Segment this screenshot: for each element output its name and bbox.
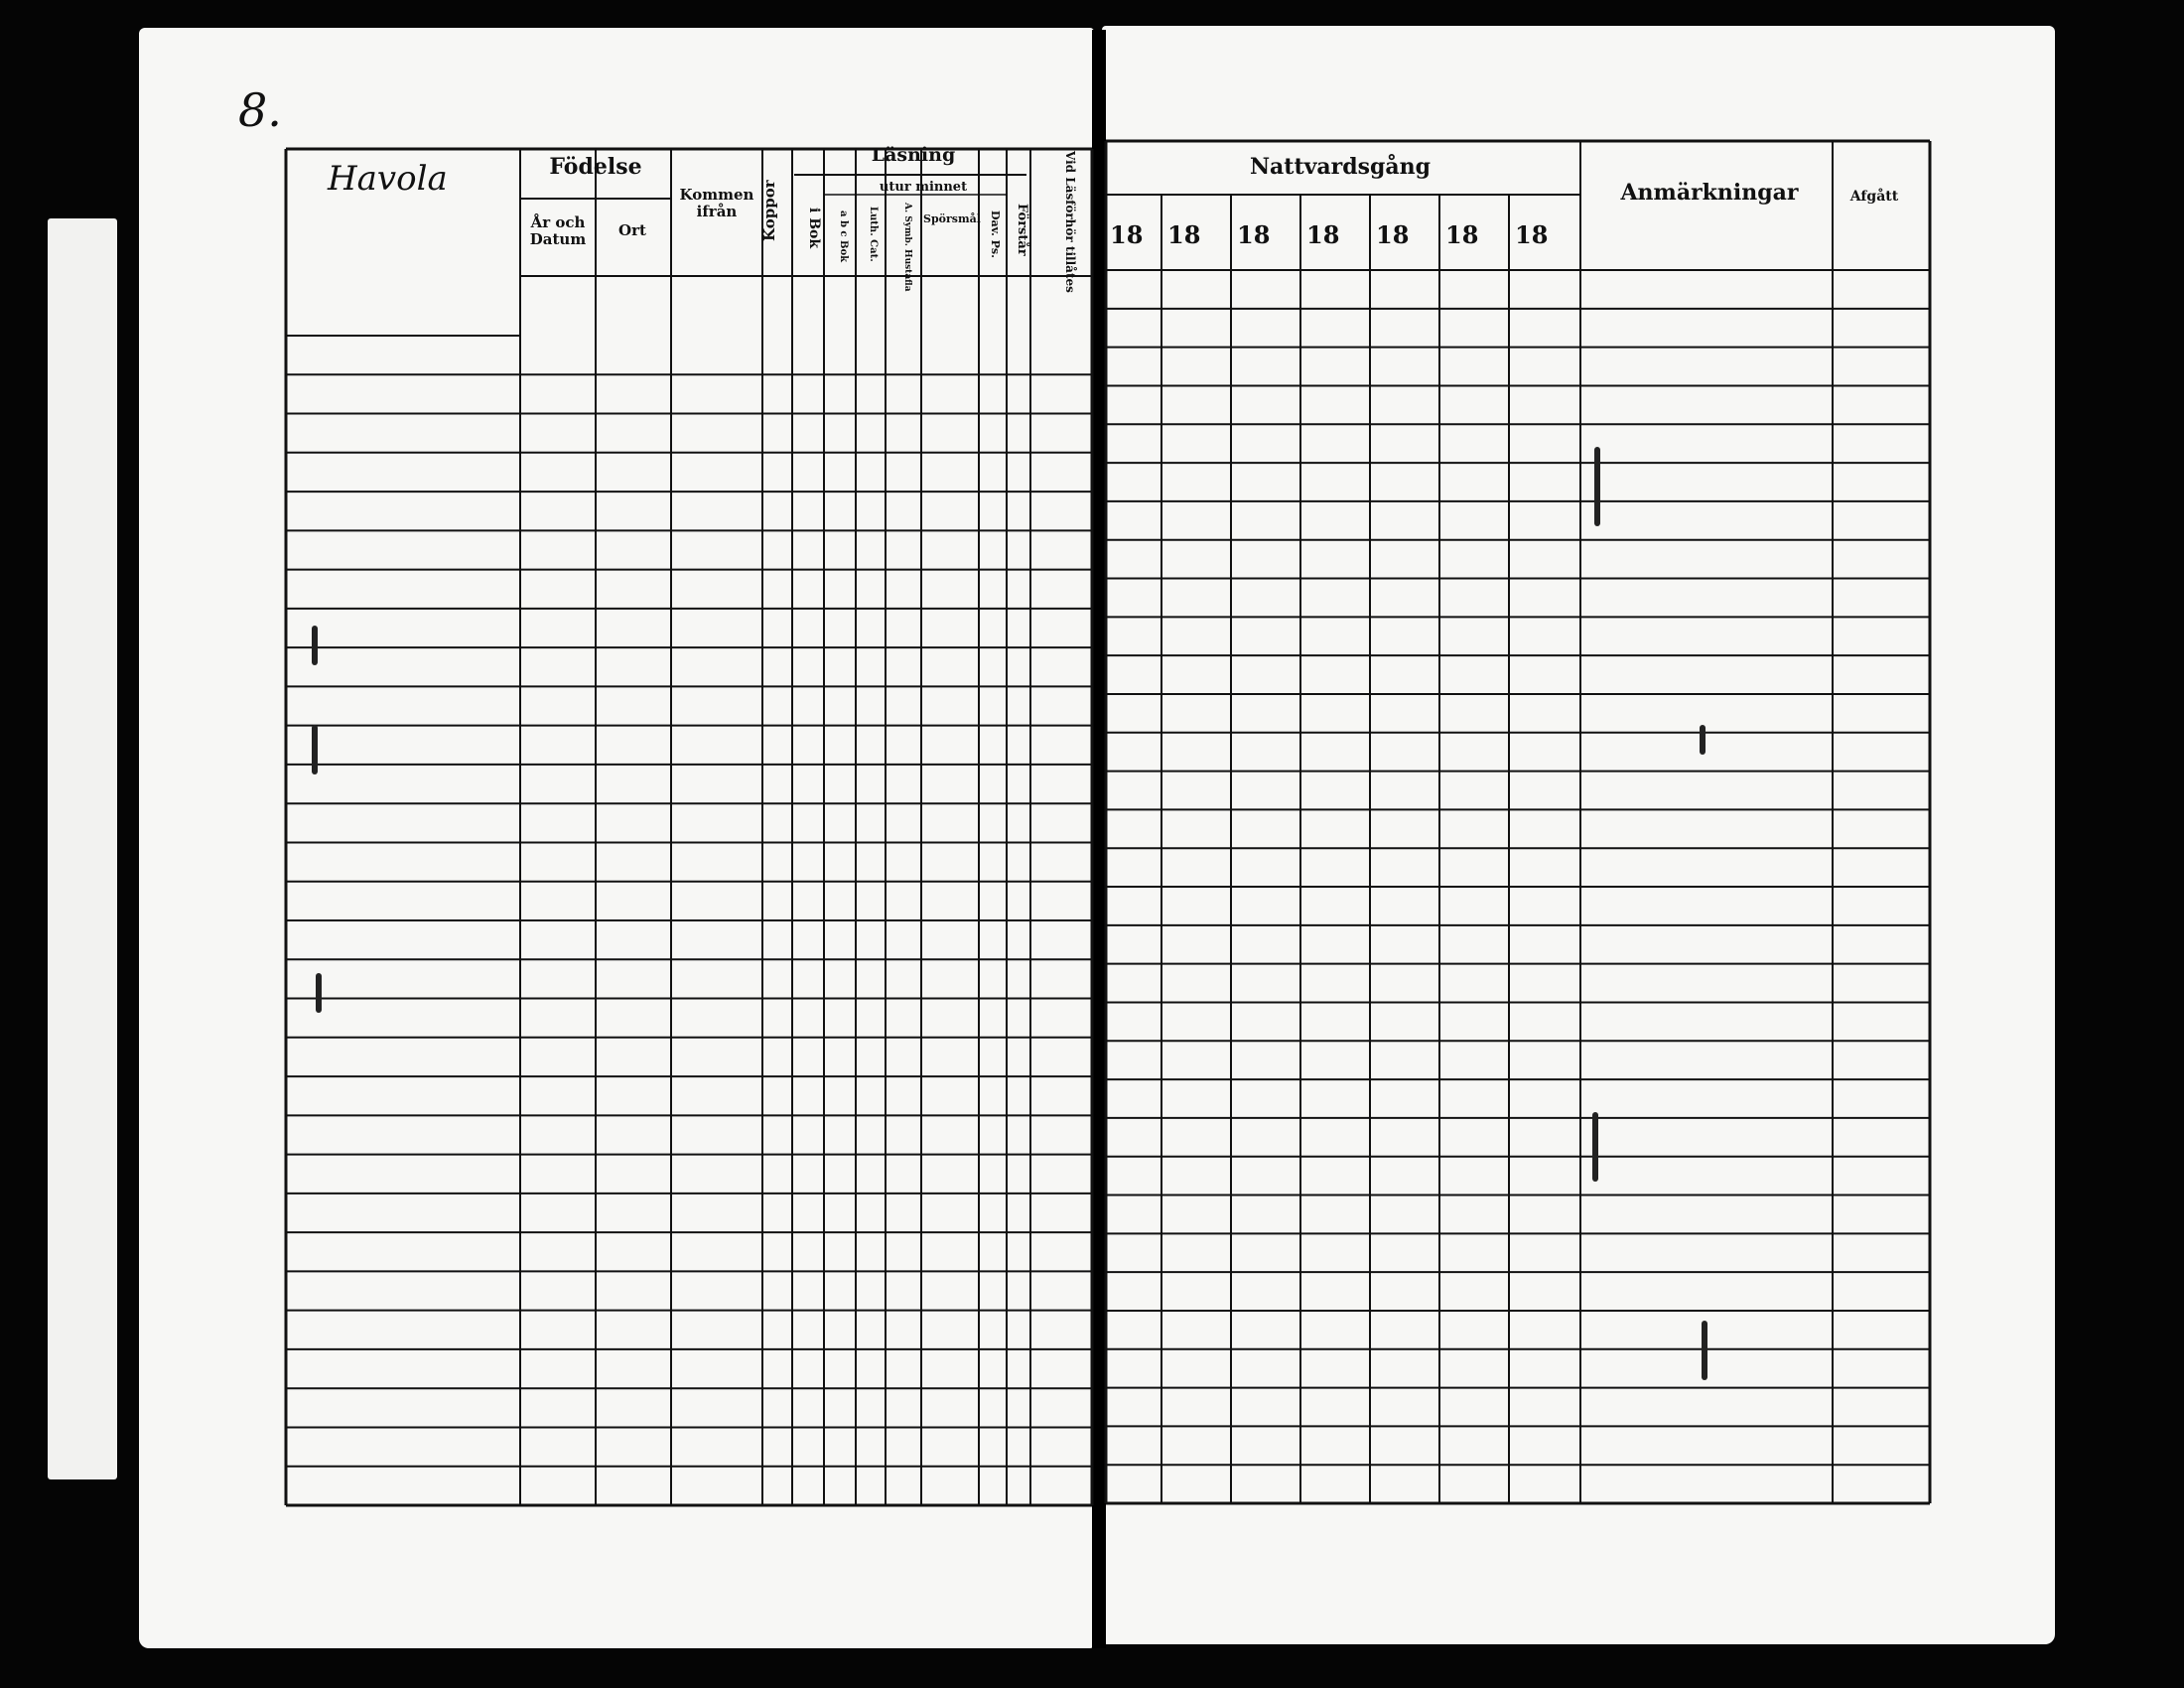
header-vid-lasforhor: Vid Läsförhör tillåtes [1063,151,1077,293]
year-label: 18 [1376,220,1410,249]
year-label: 18 [1306,220,1340,249]
ink-smudge [312,626,318,665]
ink-smudge [312,725,318,774]
header-koppor: Koppor [760,180,778,241]
year-label: 18 [1110,220,1144,249]
year-label: 18 [1167,220,1201,249]
header-anmarkningar: Anmärkningar [1620,180,1799,206]
header-ar-och-datum: År och Datum [529,213,587,248]
header-luth-cat: Luth. Cat. [868,207,879,262]
ink-smudge [1700,725,1706,755]
year-label: 18 [1445,220,1479,249]
year-label: 18 [1515,220,1549,249]
page-number: 8. [238,83,282,137]
header-sporsmal: Spörsmål [923,212,981,225]
header-lasning: Läsning [871,144,956,166]
header-abc-bok: a b c Bok [838,210,849,263]
ink-smudge [316,973,322,1013]
ink-smudge [1594,447,1600,526]
header-i-bok: i Bok [806,208,822,249]
header-nattvardsgang: Nattvardsgång [1249,154,1432,180]
header-kommen-ifran: Kommen ifrån [679,186,754,220]
header-forstar: Förstår [1015,203,1029,256]
header-fodelse: Födelse [549,154,642,180]
ink-smudge [1592,1112,1598,1182]
header-a-symb-hustafla: A. Symb. Hustafla [902,203,912,292]
year-label: 18 [1237,220,1271,249]
header-afgatt: Afgått [1849,189,1899,205]
header-dav-ps: Dav. Ps. [989,211,1002,258]
ink-smudge [1702,1321,1707,1380]
parish-name: Havola [328,159,448,199]
header-ort: Ort [618,221,646,239]
header-utur-minnet: utur minnet [879,180,968,195]
